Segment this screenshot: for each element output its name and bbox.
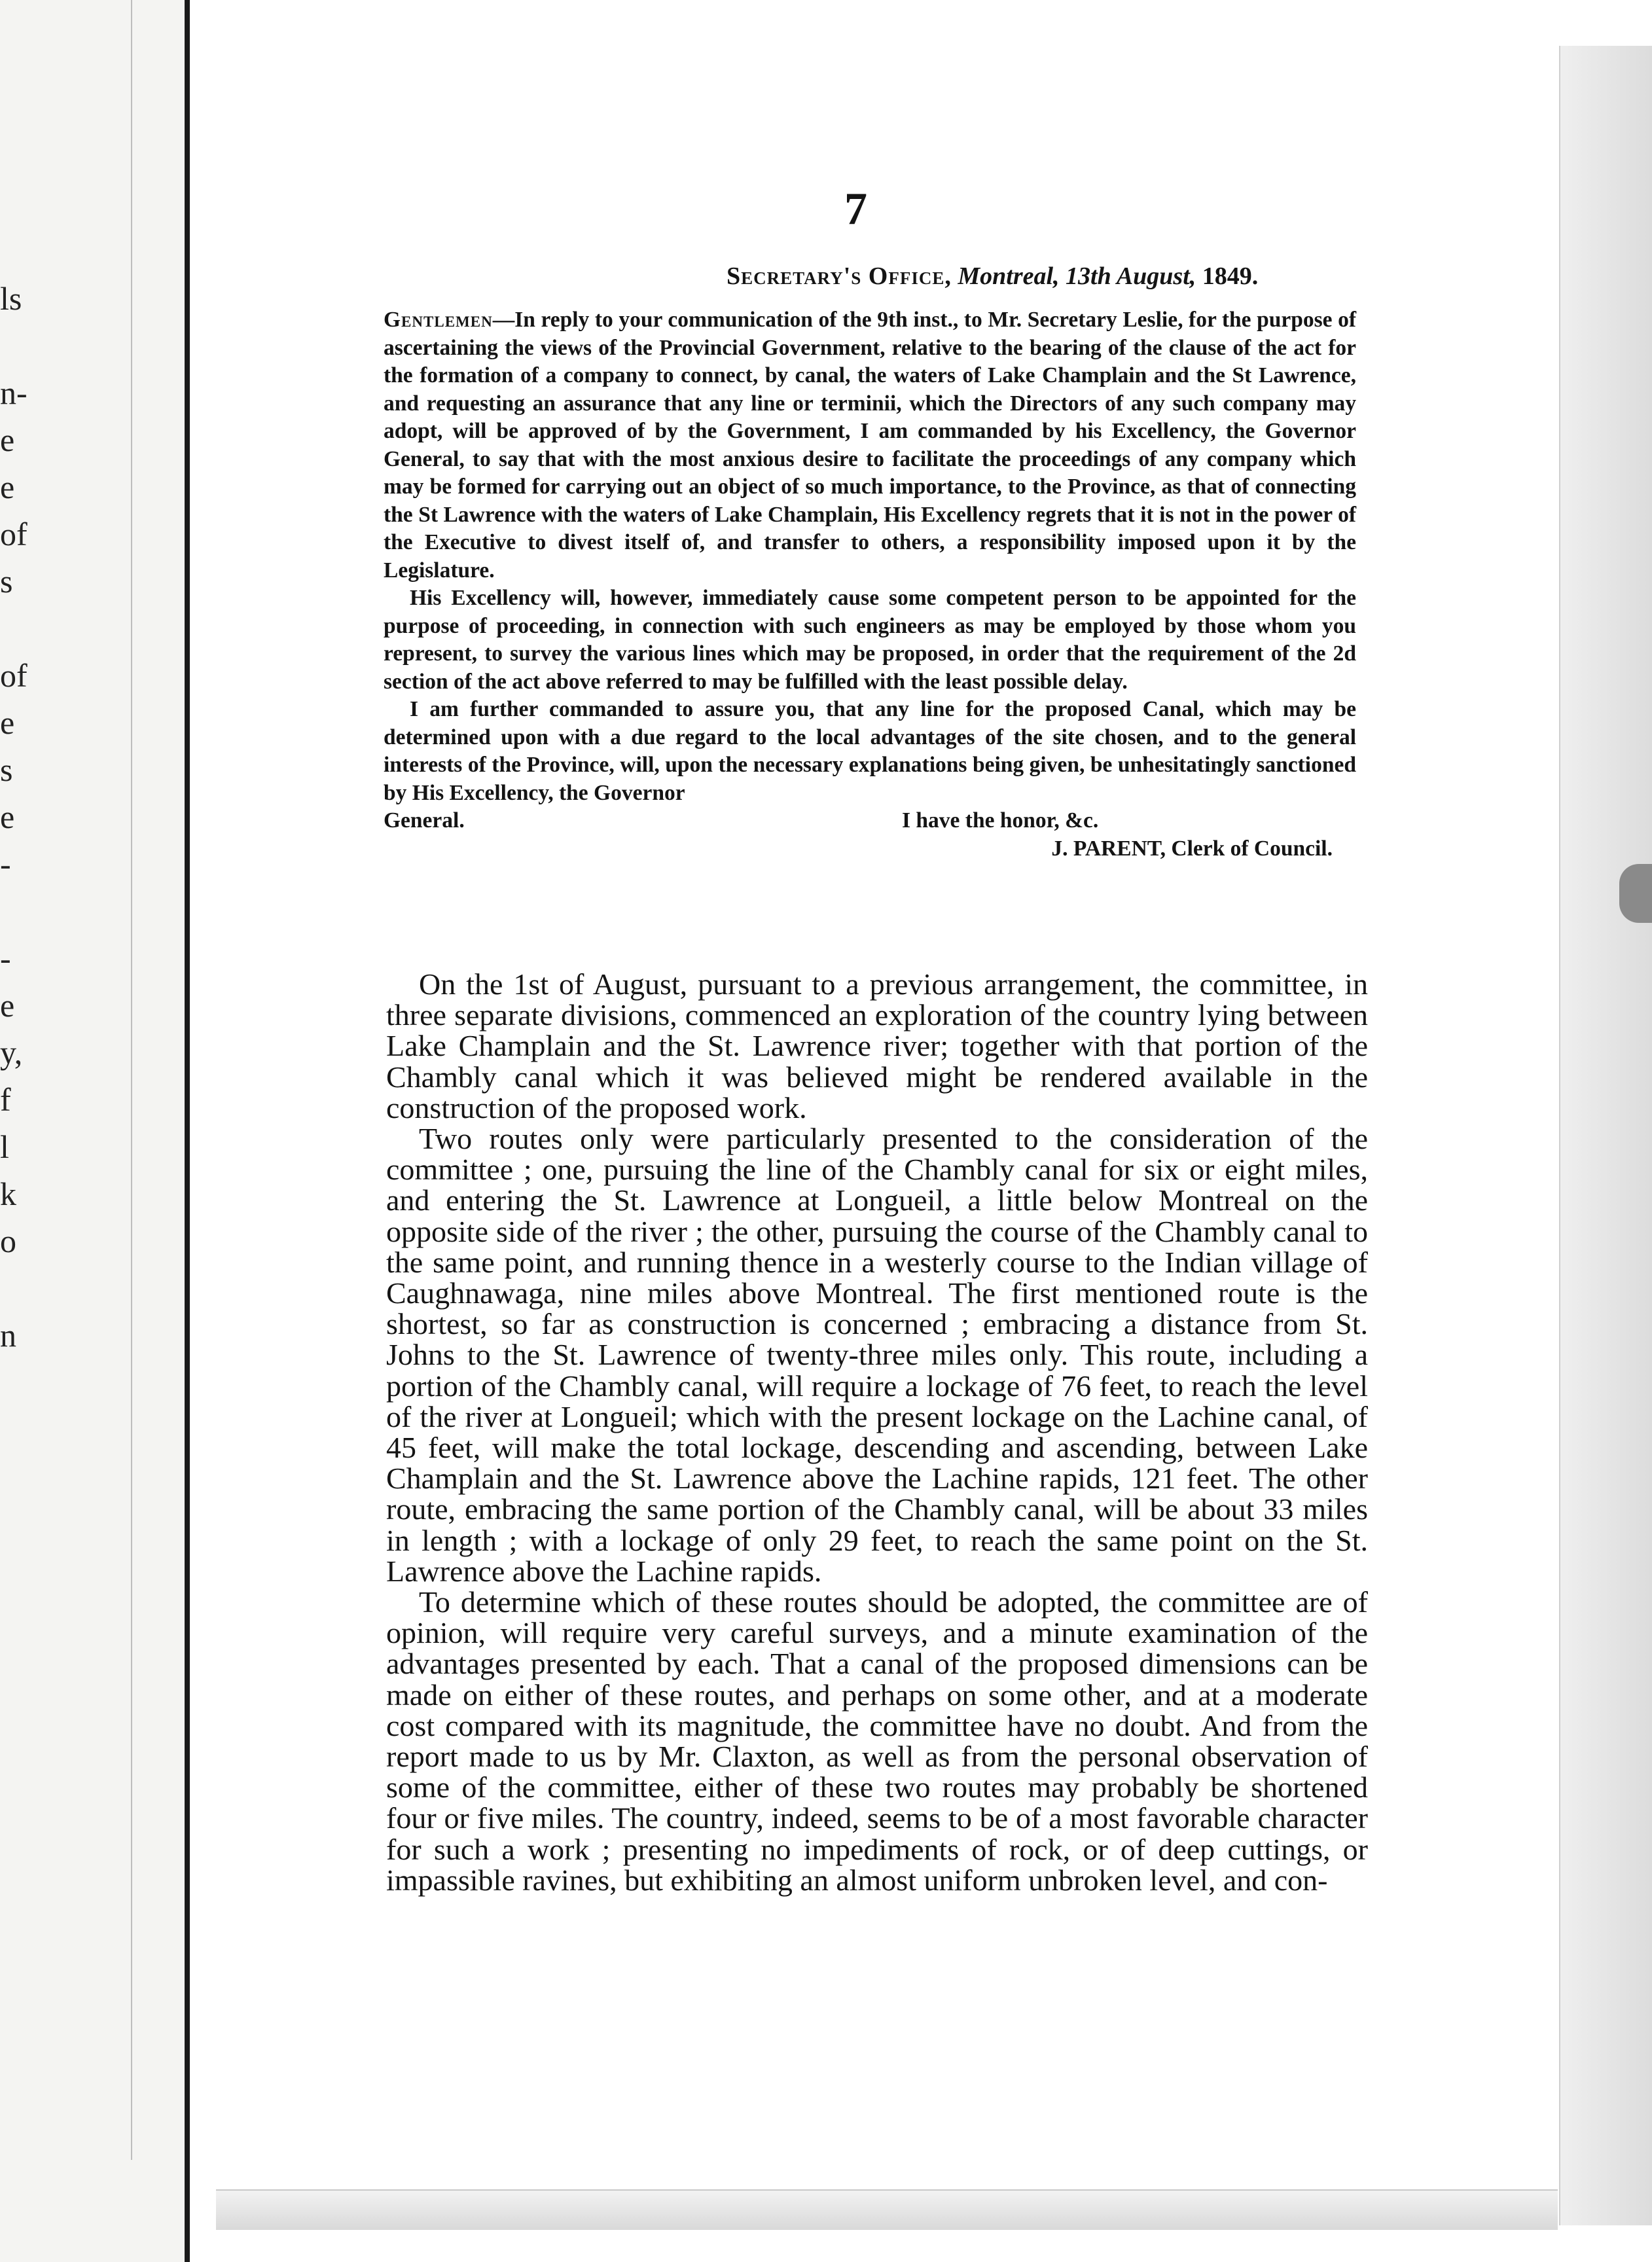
facing-page-edge <box>0 0 190 2262</box>
page-fold-line <box>92 0 132 2160</box>
fragment-line <box>0 322 26 369</box>
fragment-line: ls <box>0 280 22 317</box>
body-paragraph: Two routes only were particularly presented to the consideration of the committee ; one, pursuing the line of the Chambly canal for six or eight miles, and entering the St. Lawrence at Longueil, a little below Montreal on the opposite side of the river ; the other, pursuing the course of the Chambly canal to the same point, and running thence in a westerly course to the Indian village of Caughnawaga, nine miles above Montreal. The first mentioned route is the shortest, so far as construction is concerned ; embracing a distance from St. Johns to the St. Lawrence of twenty-three miles only. This route, including a portion of the Chambly canal, will require a lockage of 76 feet, to reach the level of the river at Longueil; which with the present lockage on the Lachine canal, of 45 feet, will make the total lockage, descending and ascending, between Lake Champlain and the St. Lawrence above the Lachine rapids, 121 feet. The other route, embracing the same portion of the Chambly canal, will be about 33 miles in length ; with a lockage of only 29 feet, to reach the same point on the St. Lawrence above the Lachine rapids. <box>386 1122 1368 1588</box>
page-number: 7 <box>844 184 867 234</box>
fragment-line: l <box>0 1128 9 1165</box>
fragment-line <box>0 1265 26 1312</box>
fragment-line: e <box>0 799 15 835</box>
fragment-line: n <box>0 1317 16 1354</box>
fragment-line: f <box>0 1081 11 1118</box>
closing-continuation: General. <box>384 808 465 833</box>
fragment-line <box>0 888 26 935</box>
fragment-line: s <box>0 751 13 788</box>
fragment-line: e <box>0 987 15 1024</box>
letter-dateline <box>727 262 1258 291</box>
facing-page-text-fragments <box>0 275 26 1359</box>
dateline-place-date: Montreal, 13th August, <box>958 262 1196 290</box>
letter-paragraph: I am further commanded to assure you, that any line for the proposed Canal, which may be determined upon with a due regard to the local advantages of the site chosen, and to the general interests of the Province, will, upon the necessary explanations being given, be unhesitatingly sanctioned by His Excellency, the Governor <box>384 697 1356 805</box>
fragment-line: - <box>0 846 11 882</box>
letter-closing <box>384 807 1356 835</box>
thumb-smudge <box>1619 864 1652 923</box>
fragment-line: s <box>0 563 13 600</box>
official-letter <box>384 306 1356 863</box>
letter-paragraph: His Excellency will, however, immediately cause some competent person to be appointed for the purpose of proceeding, in connection with such engineers as may be employed by those whom you represent, to survey the various lines which may be proposed, in order that the requirement of the 2d section of the act above referred to may be fulfilled with the least possible delay. <box>384 586 1356 694</box>
page-bottom-edge <box>216 2189 1558 2230</box>
dateline-year: 1849. <box>1202 262 1259 290</box>
fragment-line: e <box>0 422 15 458</box>
fragment-line: of <box>0 516 27 552</box>
body-paragraph: On the 1st of August, pursuant to a previous arrangement, the committee, in three separate divisions, commenced an exploration of the country lying between Lake Champlain and the St. Lawrence river; together with that portion of the Chambly canal which it was believed might be rendered available in the construction of the proposed work. <box>386 967 1368 1124</box>
page-stack-edge <box>1559 46 1652 2225</box>
fragment-line: y, <box>0 1034 23 1071</box>
letter-paragraph <box>384 306 1356 584</box>
letter-paragraph-text: —In reply to your communication of the 9th inst., to Mr. Secretary Leslie, for the purpose of ascertaining the views of the Provincial Government, relative to the bearing of the clause of the act for the formation of a company to connect, by canal, the waters of Lake Champlain and the St Lawrence, and requesting an assurance that any line or terminii, which the Directors of any such company may adopt, will be approved of by the Government, I am commanded by his Excellency, the Governor General, to say that with the most anxious desire to facilitate the proceedings of any company which may be formed for carrying out an object of so much importance, to the Province, as that of connecting the St Lawrence with the waters of Lake Champlain, His Excellency regrets that it is not in the power of the Executive to divest itself of, and transfer to others, a responsibility imposed upon it by the Legislature. <box>384 308 1356 583</box>
fragment-line: e <box>0 704 15 741</box>
dateline-office: Secretary's Office, <box>727 262 952 290</box>
letter-signature: J. PARENT, Clerk of Council. <box>1051 836 1333 861</box>
fragment-line: k <box>0 1176 16 1212</box>
report-body <box>386 969 1368 1895</box>
body-paragraph: To determine which of these routes should be adopted, the committee are of opinion, will require very careful surveys, and a minute examination of the advantages presented by each. That a canal of the proposed dimensions can be made on either of these routes, and perhaps on some other, and at a moderate cost compared with its magnitude, the committee have no doubt. And from the report made to us by Mr. Claxton, as well as from the personal observation of some of the committee, either of these two routes may probably be shortened four or five miles. The country, indeed, seems to be of a most favorable character for such a work ; presenting no impediments of rock, or of deep cuttings, or impassible ravines, but exhibiting an almost uniform unbroken level, and con- <box>386 1585 1368 1897</box>
fragment-line: e <box>0 469 15 505</box>
fragment-line: of <box>0 657 27 694</box>
fragment-line: o <box>0 1223 16 1259</box>
fragment-line <box>0 605 26 652</box>
closing-phrase: I have the honor, &c. <box>902 808 1099 833</box>
fragment-line: n- <box>0 374 27 411</box>
fragment-line: - <box>0 940 11 977</box>
letter-salutation: Gentlemen <box>384 308 493 332</box>
